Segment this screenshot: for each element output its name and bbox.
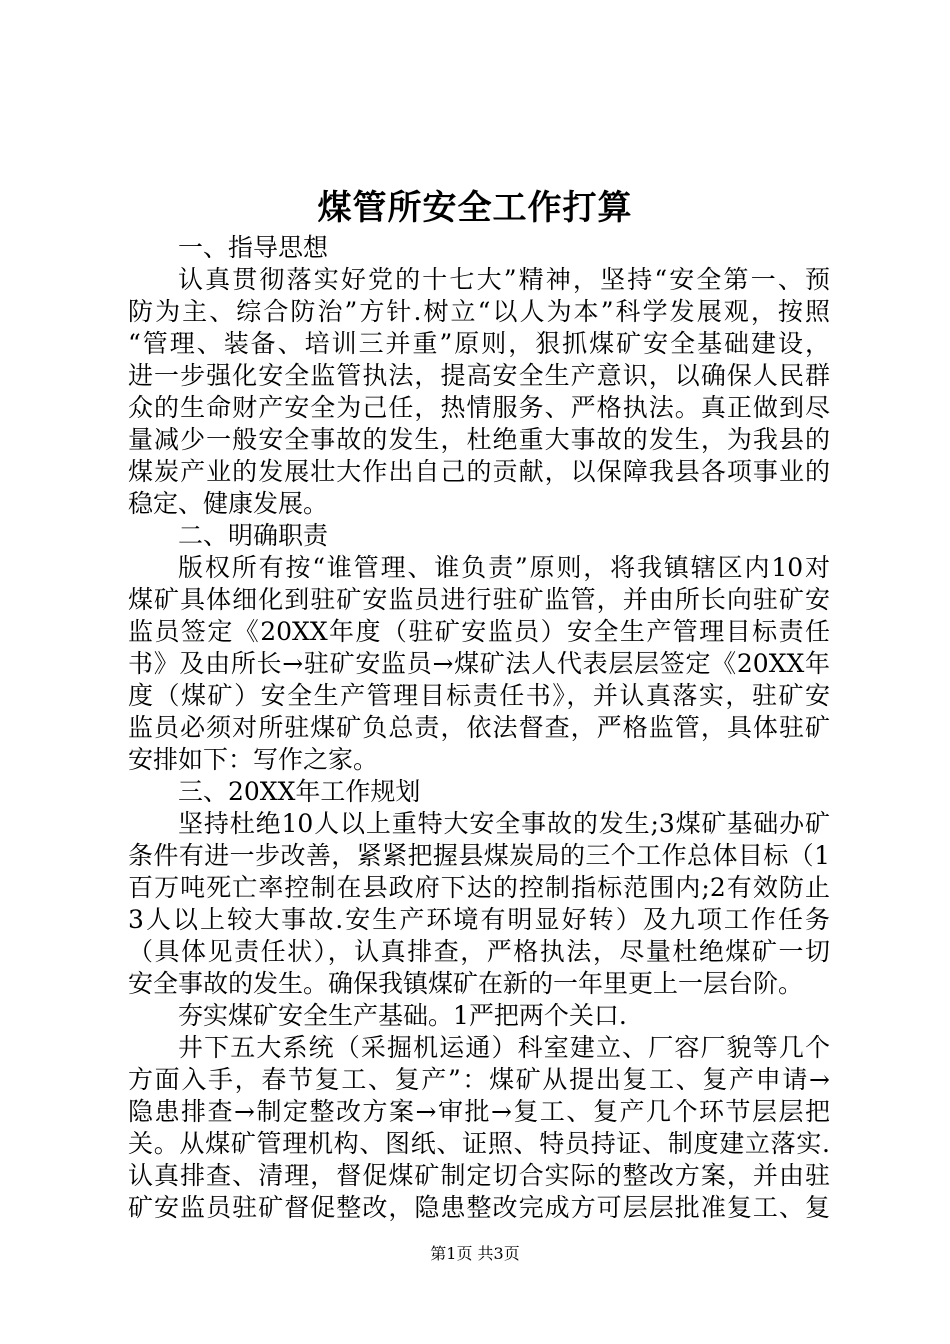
- text-line: 百万吨死亡率控制在县政府下达的控制指标范围内;2有效防止: [128, 873, 830, 902]
- text-line: 条件有进一步改善，紧紧把握县煤炭局的三个工作总体目标（1: [128, 841, 830, 870]
- text-line: 方面入手，春节复工、复产”：煤矿从提出复工、复产申请→: [128, 1065, 830, 1094]
- text-line: 关。从煤矿管理机构、图纸、证照、特员持证、制度建立落实.: [128, 1129, 830, 1158]
- text-line: 安全事故的发生。确保我镇煤矿在新的一年里更上一层台阶。: [128, 969, 804, 998]
- page-footer: 第1页 共3页: [430, 1244, 520, 1263]
- text-line: 坚持杜绝10人以上重特大安全事故的发生;3煤矿基础办矿: [178, 809, 830, 838]
- text-line: 二、明确职责: [178, 521, 329, 550]
- text-line: 度（煤矿）安全生产管理目标责任书》，并认真落实，驻矿安: [128, 681, 830, 710]
- text-line: 监员签定《20XX年度（驻矿安监员）安全生产管理目标责任: [128, 617, 830, 646]
- text-line: 稳定、健康发展。: [128, 489, 329, 518]
- text-line: 版权所有按“谁管理、谁负责”原则，将我镇辖区内10对: [178, 553, 830, 582]
- text-line: 夯实煤矿安全生产基础。1严把两个关口.: [178, 1001, 627, 1030]
- document-body: [128, 232, 830, 1224]
- text-line: 3人以上较大事故.安生产环境有明显好转）及九项工作任务: [128, 905, 830, 934]
- text-line: 安排如下：写作之家。: [128, 745, 379, 774]
- document-title: 煤管所安全工作打算: [317, 188, 633, 228]
- text-line: 矿安监员驻矿督促整改，隐患整改完成方可层层批准复工、复: [128, 1193, 830, 1222]
- text-line: 一、指导思想: [178, 233, 329, 262]
- text-line: 监员必须对所驻煤矿负总责，依法督查，严格监管，具体驻矿: [128, 713, 830, 742]
- text-line: 进一步强化安全监管执法，提高安全生产意识，以确保人民群: [128, 361, 830, 390]
- text-line: 井下五大系统（采掘机运通）科室建立、厂容厂貌等几个: [178, 1033, 830, 1062]
- text-line: “管理、装备、培训三并重”原则，狠抓煤矿安全基础建设，: [128, 329, 830, 358]
- text-line: 量减少一般安全事故的发生，杜绝重大事故的发生，为我县的: [128, 425, 830, 454]
- text-line: 认真贯彻落实好党的十七大”精神，坚持“安全第一、预: [178, 265, 830, 294]
- text-line: 三、20XX年工作规划: [178, 777, 421, 806]
- text-line: 认真排查、清理，督促煤矿制定切合实际的整改方案，并由驻: [128, 1161, 830, 1190]
- text-line: （具体见责任状），认真排查，严格执法，尽量杜绝煤矿一切: [128, 937, 830, 966]
- text-line: 众的生命财产安全为己任，热情服务、严格执法。真正做到尽: [128, 393, 830, 422]
- text-line: 煤炭产业的发展壮大作出自己的贡献，以保障我县各项事业的: [128, 457, 830, 486]
- text-line: 煤矿具体细化到驻矿安监员进行驻矿监管，并由所长向驻矿安: [128, 585, 830, 614]
- text-line: 隐患排查→制定整改方案→审批→复工、复产几个环节层层把: [128, 1097, 830, 1126]
- text-line: 防为主、综合防治”方针.树立“以人为本”科学发展观，按照: [128, 297, 830, 326]
- text-line: 书》及由所长→驻矿安监员→煤矿法人代表层层签定《20XX年: [128, 649, 830, 678]
